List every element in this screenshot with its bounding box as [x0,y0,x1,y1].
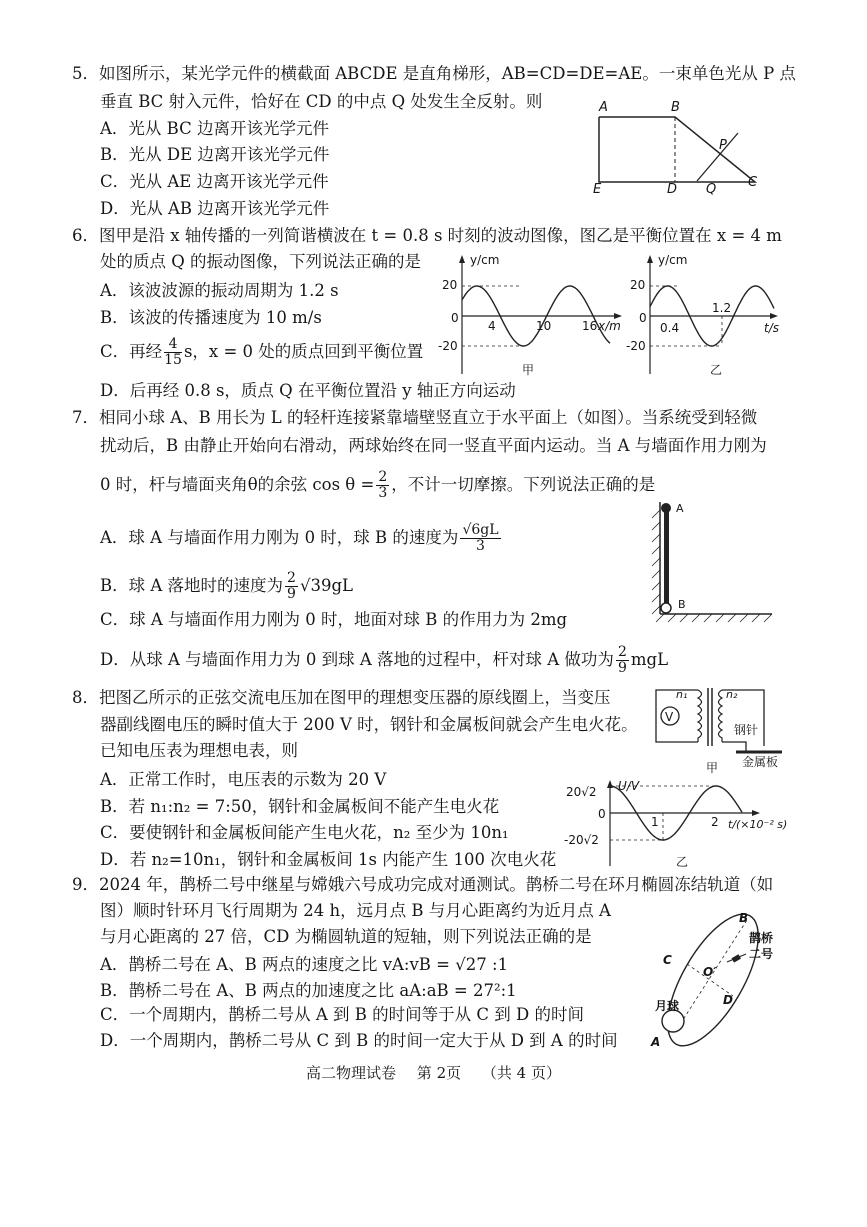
q6-jia-xunit: x/m [598,319,621,333]
q5-label-b: B [671,100,680,115]
q9-stem-line2: 图）顺时针环月飞行周期为 24 h，远月点 B 与月心距离约为近月点 A [100,901,611,920]
q9-label-a: A [651,1035,661,1049]
q9-option-c: C．一个周期内，鹊桥二号从 A 到 B 的时间等于从 C 到 D 的时间 [100,1005,584,1024]
q7-stem-line3 [100,470,655,501]
q9-moon-label: 月球 [655,999,680,1013]
q6-yi-tunit: t/s [764,321,779,335]
q9-sat-label-1: 鹊桥 [749,931,774,945]
q5-label-c: C [748,175,758,190]
q6-yi-t2: 1.2 [712,301,732,315]
q8-primary-coil [698,690,702,742]
q8-meter-label: V [665,710,674,724]
footer-title: 高二物理试卷 [306,1064,397,1082]
q6-jia-caption: 甲 [522,363,535,377]
q9-option-b: B．鹊桥二号在 A、B 两点的加速度之比 aA:aB = 27²:1 [100,981,517,1000]
q6-yi-caption: 乙 [710,363,723,377]
q7-stem-post: ，不计一切摩擦。下列说法正确的是 [391,475,656,494]
footer-total: （共 4 页） [481,1064,561,1082]
q5-option-d: D．光从 AB 边离开该光学元件 [100,199,330,218]
q8-jia-caption: 甲 [706,761,719,775]
q8-yi-ymax: 20√2 [566,785,597,799]
q7-option-b-pre: B．球 A 落地时的速度为 [100,576,284,595]
q8-n2-label: n₂ [726,688,738,701]
q8-yi-origin: 0 [598,807,606,821]
q8-needle-label: 钢针 [734,723,759,737]
q7-option-a-pre: A．球 A 与墙面作用力刚为 0 时，球 B 的速度为 [100,528,459,547]
q6-option-c-post: s，x = 0 处的质点回到平衡位置 [183,342,424,361]
page-footer [0,1062,867,1083]
q8-n1-label: n₁ [676,688,688,701]
q5-label-d: D [667,182,678,197]
q7-label-a: A [676,502,684,515]
q8-secondary-coil [719,690,723,742]
q6-jia-ymax: 20 [442,278,458,292]
q6-option-b: B．该波的传播速度为 10 m/s [100,308,322,327]
q6-option-c-fraction: $\frac{4}{15}$ [164,336,182,368]
q8-stem-line3: 已知电压表为理想电表，则 [100,741,298,760]
q5-label-q: Q [706,182,717,197]
q8-voltage-graph [562,778,792,870]
q6-jia-ymin: -20 [438,339,458,353]
q5-trapezoid-figure [585,95,770,195]
q9-orbit-figure [643,906,793,1048]
q6-jia-x2: 10 [536,319,552,333]
q8-yi-ymin: -20√2 [564,833,599,847]
q7-option-b [100,571,353,602]
q9-label-o: O′ [703,965,717,979]
q5-label-a: A [599,100,608,115]
q8-yi-caption: 乙 [676,855,689,869]
q6-option-d: D．后再经 0.8 s，质点 Q 在平衡位置沿 y 轴正方向运动 [100,381,516,400]
q7-floor-hatching [656,614,772,622]
q7-cos-fraction: $\frac{2}{3}$ [378,469,388,501]
q8-transformer-figure [650,684,790,780]
q5-option-b: B．光从 DE 边离开该光学元件 [100,145,330,164]
q7-option-b-fraction: $\frac{2}{9}$ [287,570,296,602]
q9-option-a: A．鹊桥二号在 A、B 两点的速度之比 vA:vB = √27 :1 [100,955,509,974]
q6-stem-line1: 6．图甲是沿 x 轴传播的一列简谐横波在 t = 0.8 s 时刻的波动图像，图乙是平衡位置在 x = 4 m [72,226,782,245]
q7-option-c: C．球 A 与墙面作用力刚为 0 时，地面对球 B 的作用力为 2mg [100,610,568,629]
q6-option-a: A．该波波源的振动周期为 1.2 s [100,281,339,300]
q6-jia-origin: 0 [451,311,459,325]
q6-yi-t1: 0.4 [660,321,680,335]
q9-moon [662,1010,684,1032]
q9-sat-label-2: 二号 [749,947,774,961]
q7-stem-pre: 0 时，杆与墙面夹角θ的余弦 cos θ = [100,475,375,494]
q7-option-d-post: mgL [630,650,669,669]
q6-yi-ylabel: y/cm [658,253,688,267]
q5-stem-line2: 垂直 BC 射入元件，恰好在 CD 的中点 Q 处发生全反射。则 [100,92,543,111]
q6-jia-ylabel: y/cm [470,253,500,267]
q7-wall-hatching [652,510,660,614]
q6-vibration-graph-yi [628,252,788,380]
q5-label-p: P [719,138,727,153]
q5-label-e: E [593,182,602,197]
q6-yi-ymax: 20 [630,278,646,292]
q8-yi-tunit: t/(×10⁻² s) [728,818,788,831]
q7-option-d [100,645,668,676]
q6-jia-x3: 16 [582,319,598,333]
q9-option-d: D．一个周期内，鹊桥二号从 C 到 B 的时间一定大于从 D 到 A 的时间 [100,1031,618,1050]
q7-option-a-fraction: $\frac{√6gL}{3}$ [462,522,499,554]
q9-stem-line1: 9．2024 年，鹊桥二号中继星与嫦娥六号成功完成对通测试。鹊桥二号在环月椭圆冻结轨道（如 [72,875,774,894]
q6-yi-ymin: -20 [626,339,646,353]
q7-stem-line1: 7．相同小球 A、B 用长为 L 的轻杆连接紧靠墙壁竖直立于水平面上（如图）。当系统受到轻微 [72,408,758,427]
q7-option-b-post: √39gL [299,576,353,595]
q7-wall-rod-figure [640,496,780,626]
q8-stem-line2: 器副线圈电压的瞬时值大于 200 V 时，钢针和金属板间就会产生电火花。 [100,715,638,734]
q7-rod [664,510,669,606]
q9-label-b: B [739,911,749,925]
q9-elliptical-orbit [650,901,776,1059]
q8-option-c: C．要使钢针和金属板间能产生电火花，n₂ 至少为 10n₁ [100,823,509,842]
q8-option-d: D．若 n₂=10n₁，钢针和金属板间 1s 内能产生 100 次电火花 [100,850,557,869]
q7-ball-a [661,503,671,513]
q7-option-d-fraction: $\frac{2}{9}$ [617,644,627,676]
q8-yi-ylabel: U/V [618,779,640,793]
q5-stem-line1: 5．如图所示，某光学元件的横截面 ABCDE 是直角梯形，AB=CD=DE=AE。一束单色光从 P 点 [72,64,796,83]
q9-label-d: D [723,993,733,1007]
q9-label-c: C [663,953,672,967]
q7-stem-line2: 扰动后，B 由静止开始向右滑动，两球始终在同一竖直平面内运动。当 A 与墙面作用力刚为 [100,436,767,455]
q5-option-a: A．光从 BC 边离开该光学元件 [100,119,329,138]
q6-option-c-pre: C．再经 [100,342,163,361]
q7-label-b: B [678,598,686,611]
q7-option-a [100,523,503,554]
q8-option-a: A．正常工作时，电压表的示数为 20 V [100,770,387,789]
q6-option-c [100,337,423,368]
q9-stem-line3: 与月心距离的 27 倍，CD 为椭圆轨道的短轴，则下列说法正确的是 [100,927,592,946]
q8-stem-line1: 8．把图乙所示的正弦交流电压加在图甲的理想变压器的原线圈上，当变压 [72,688,611,707]
q5-option-c: C．光从 AE 边离开该光学元件 [100,172,329,191]
q6-jia-x1: 4 [488,319,496,333]
q7-option-d-pre: D．从球 A 与墙面作用力为 0 到球 A 落地的过程中，杆对球 A 做功为 [100,650,614,669]
q8-yi-t1: 1 [651,815,659,829]
footer-page: 第 2页 [416,1064,462,1082]
q8-plate-label: 金属板 [742,755,779,769]
q6-wave-graph-jia [440,252,630,380]
q8-yi-t2: 2 [711,815,719,829]
q8-option-b: B．若 n₁:n₂ = 7:50，钢针和金属板间不能产生电火花 [100,797,500,816]
q6-stem-line2: 处的质点 Q 的振动图像，下列说法正确的是 [100,252,422,271]
q6-yi-origin: 0 [639,311,647,325]
q7-ball-b [661,603,671,613]
